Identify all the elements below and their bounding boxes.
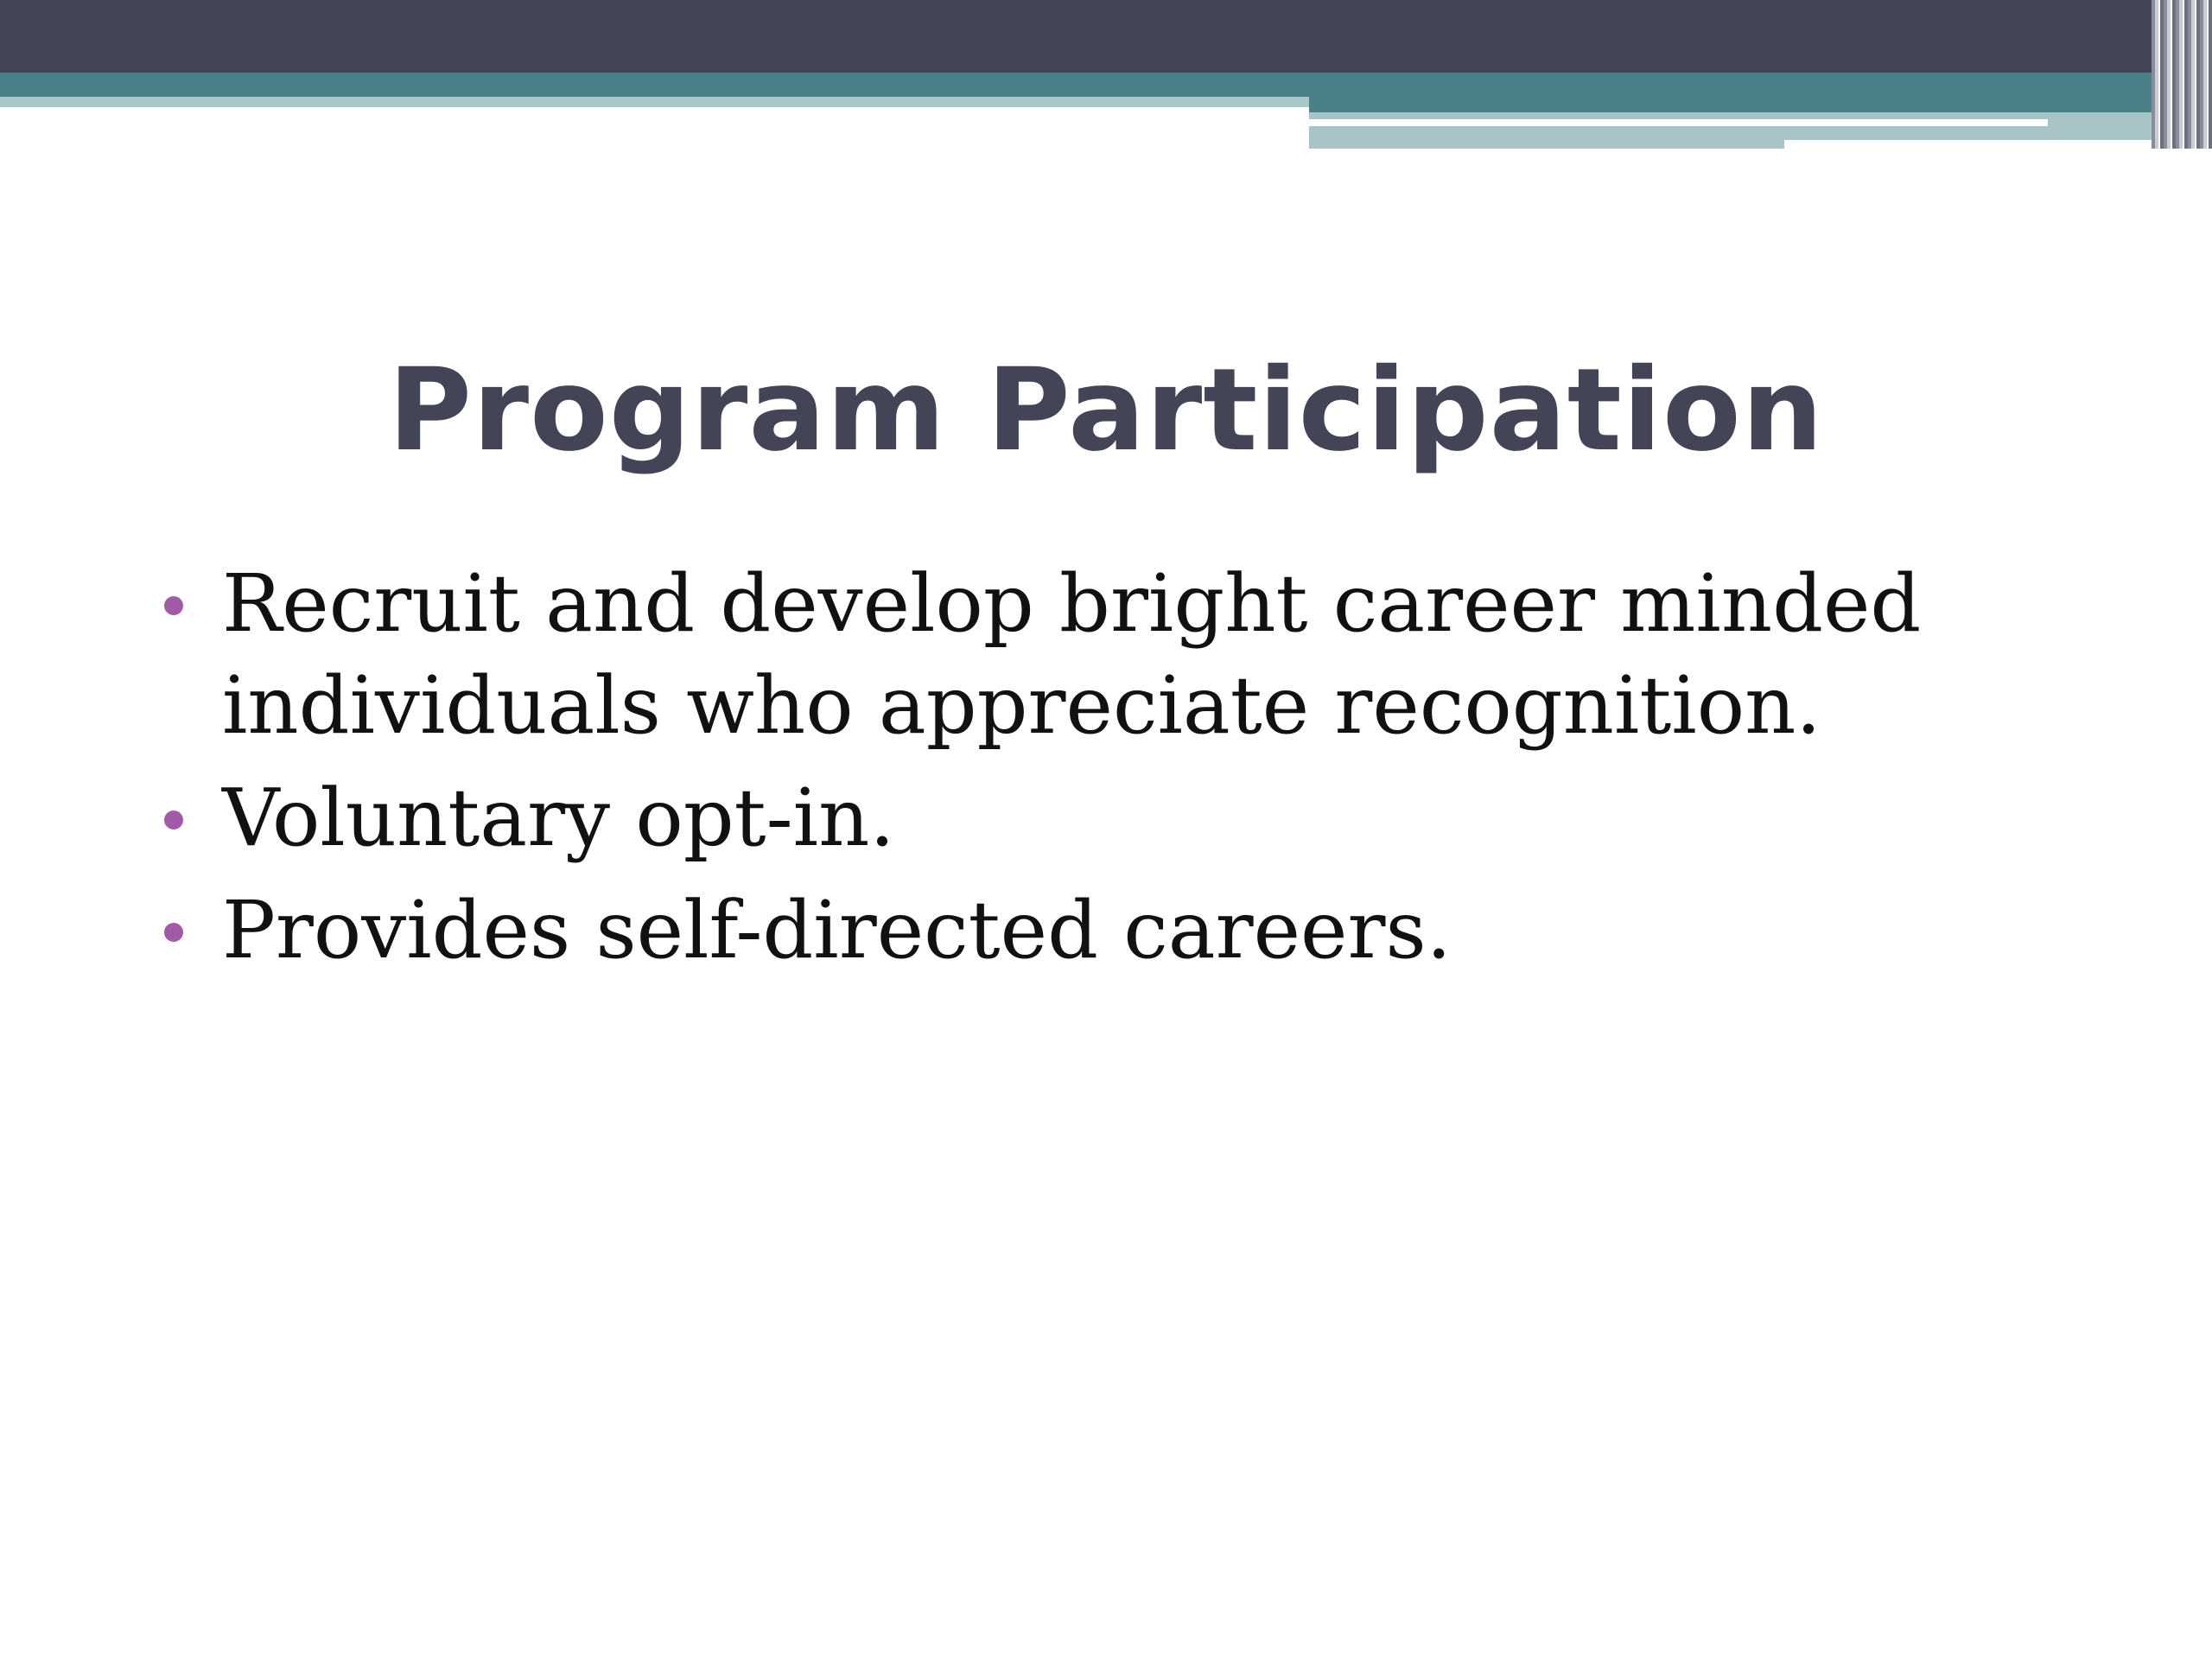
bullet-text: Voluntary opt-in.: [222, 772, 895, 864]
header-band-teal: [0, 73, 2212, 97]
header-right-line: [1309, 119, 2048, 126]
bullet-item: [160, 767, 2104, 869]
header-right-line-lower: [1784, 140, 2212, 149]
bullet-marker-icon: [164, 596, 183, 615]
bullet-marker-icon: [164, 810, 183, 830]
bullet-text: Provides self-directed careers.: [222, 884, 1452, 976]
bullet-text: Recruit and develop bright career minded individuals who appreciate recognition.: [222, 557, 1922, 752]
bullet-item: [160, 880, 2104, 982]
header-band-light: [0, 97, 1309, 107]
header-band-dark: [0, 0, 2212, 73]
slide-title: Program Participation: [388, 344, 1824, 477]
header-stripes-decoration: [2152, 0, 2212, 149]
header-right-teal: [1309, 97, 2212, 112]
bullet-marker-icon: [164, 923, 183, 942]
bullet-item: [160, 553, 2104, 757]
bullet-list: [160, 553, 2104, 992]
